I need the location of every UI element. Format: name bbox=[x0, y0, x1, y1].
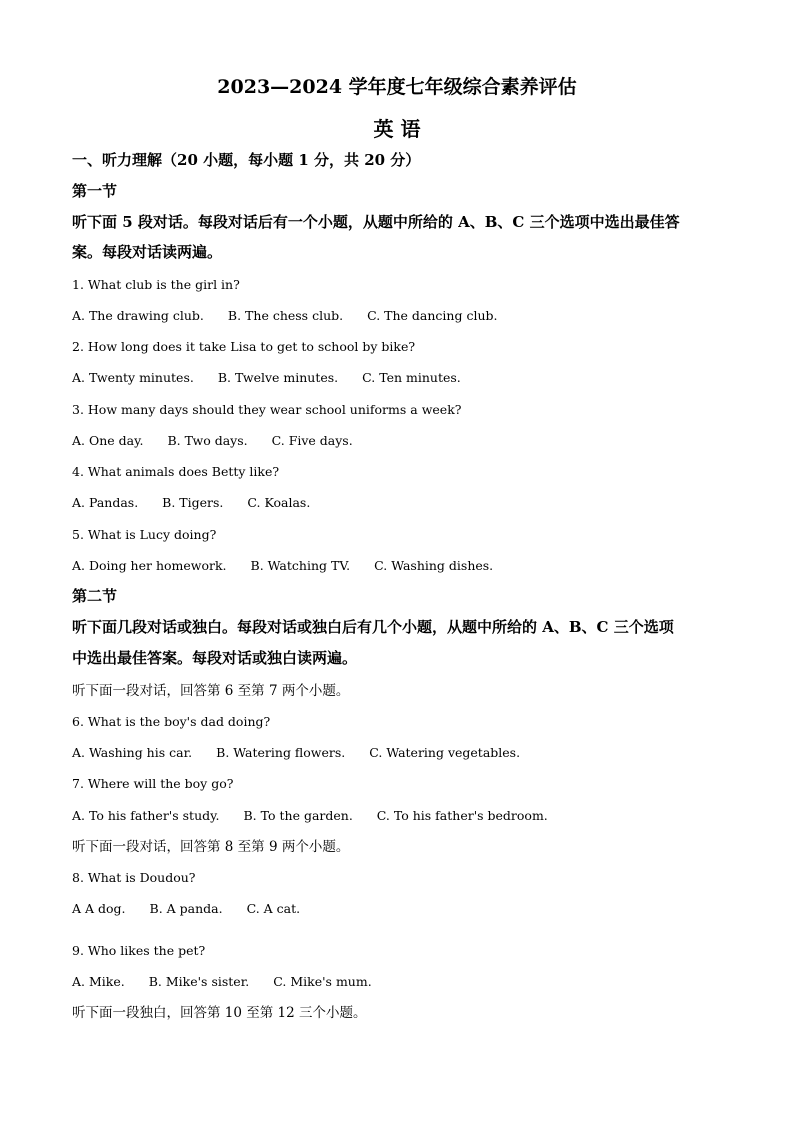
question-4-options bbox=[72, 494, 732, 512]
question-7-options bbox=[72, 807, 732, 825]
question-9-options bbox=[72, 973, 732, 991]
option-b: B. Twelve minutes. bbox=[217, 370, 339, 385]
option-b: B. To the garden. bbox=[243, 808, 353, 823]
option-b: B. A panda. bbox=[149, 901, 223, 916]
question-5: 5. What is Lucy doing? bbox=[72, 527, 217, 542]
option-a: A. One day. bbox=[72, 433, 144, 448]
question-8-options bbox=[72, 900, 732, 918]
group-intro-10-12: 听下面一段独白，回答第 10 至第 12 三个小题。 bbox=[72, 1005, 367, 1021]
option-b: B. Tigers. bbox=[162, 495, 224, 510]
option-b: B. Watching TV. bbox=[250, 558, 351, 573]
option-c: C. A cat. bbox=[246, 901, 301, 916]
question-3-options bbox=[72, 432, 732, 450]
option-c: C. Ten minutes. bbox=[362, 370, 461, 385]
option-a: A. The drawing club. bbox=[72, 308, 204, 323]
question-7: 7. Where will the boy go? bbox=[72, 776, 234, 791]
option-c: C. Watering vegetables. bbox=[369, 745, 521, 760]
question-5-options bbox=[72, 557, 732, 575]
question-9: 9. Who likes the pet? bbox=[72, 943, 206, 958]
option-b: B. Two days. bbox=[167, 433, 248, 448]
option-c: C. Mike's mum. bbox=[273, 974, 372, 989]
group-intro-6-7: 听下面一段对话，回答第 6 至第 7 两个小题。 bbox=[72, 683, 350, 699]
part2-instruction-line-2: 中选出最佳答案。每段对话或独白读两遍。 bbox=[72, 649, 358, 667]
option-a: A. Doing her homework. bbox=[72, 558, 227, 573]
option-a: A. Washing his car. bbox=[72, 745, 193, 760]
subject-title: 英 语 bbox=[373, 117, 421, 141]
part1-instruction-line-2: 案。每段对话读两遍。 bbox=[72, 243, 223, 261]
question-2: 2. How long does it take Lisa to get to school by bike? bbox=[72, 339, 416, 354]
part2-instruction-line-1: 听下面几段对话或独白。每段对话或独白后有几个小题，从题中所给的 A、B、C 三个选项 bbox=[72, 618, 674, 636]
option-c: C. Koalas. bbox=[247, 495, 311, 510]
option-c: C. The dancing club. bbox=[367, 308, 498, 323]
question-3: 3. How many days should they wear school uniforms a week? bbox=[72, 402, 462, 417]
part2-label: 第二节 bbox=[72, 587, 118, 605]
option-b: B. Mike's sister. bbox=[148, 974, 250, 989]
option-b: B. Watering flowers. bbox=[216, 745, 346, 760]
exam-title: 2023—2024 学年度七年级综合素养评估 bbox=[217, 76, 577, 98]
option-a: A. Pandas. bbox=[72, 495, 139, 510]
option-c: C. Five days. bbox=[271, 433, 353, 448]
option-c: C. Washing dishes. bbox=[374, 558, 494, 573]
option-a: A. To his father's study. bbox=[72, 808, 220, 823]
question-8: 8. What is Doudou? bbox=[72, 870, 196, 885]
option-a: A. Mike. bbox=[72, 974, 125, 989]
question-2-options bbox=[72, 369, 732, 387]
question-1: 1. What club is the girl in? bbox=[72, 277, 240, 292]
section-heading: 一、听力理解（20 小题，每小题 1 分，共 20 分） bbox=[72, 151, 421, 169]
question-6-options bbox=[72, 744, 732, 762]
part1-instruction-line-1: 听下面 5 段对话。每段对话后有一个小题，从题中所给的 A、B、C 三个选项中选出最佳答 bbox=[72, 213, 680, 231]
option-c: C. To his father's bedroom. bbox=[376, 808, 548, 823]
option-a: A. Twenty minutes. bbox=[72, 370, 194, 385]
option-a: A A dog. bbox=[72, 901, 126, 916]
question-1-options bbox=[72, 307, 732, 325]
group-intro-8-9: 听下面一段对话，回答第 8 至第 9 两个小题。 bbox=[72, 839, 350, 855]
question-4: 4. What animals does Betty like? bbox=[72, 464, 280, 479]
question-6: 6. What is the boy's dad doing? bbox=[72, 714, 271, 729]
option-b: B. The chess club. bbox=[227, 308, 344, 323]
part1-label: 第一节 bbox=[72, 182, 118, 200]
